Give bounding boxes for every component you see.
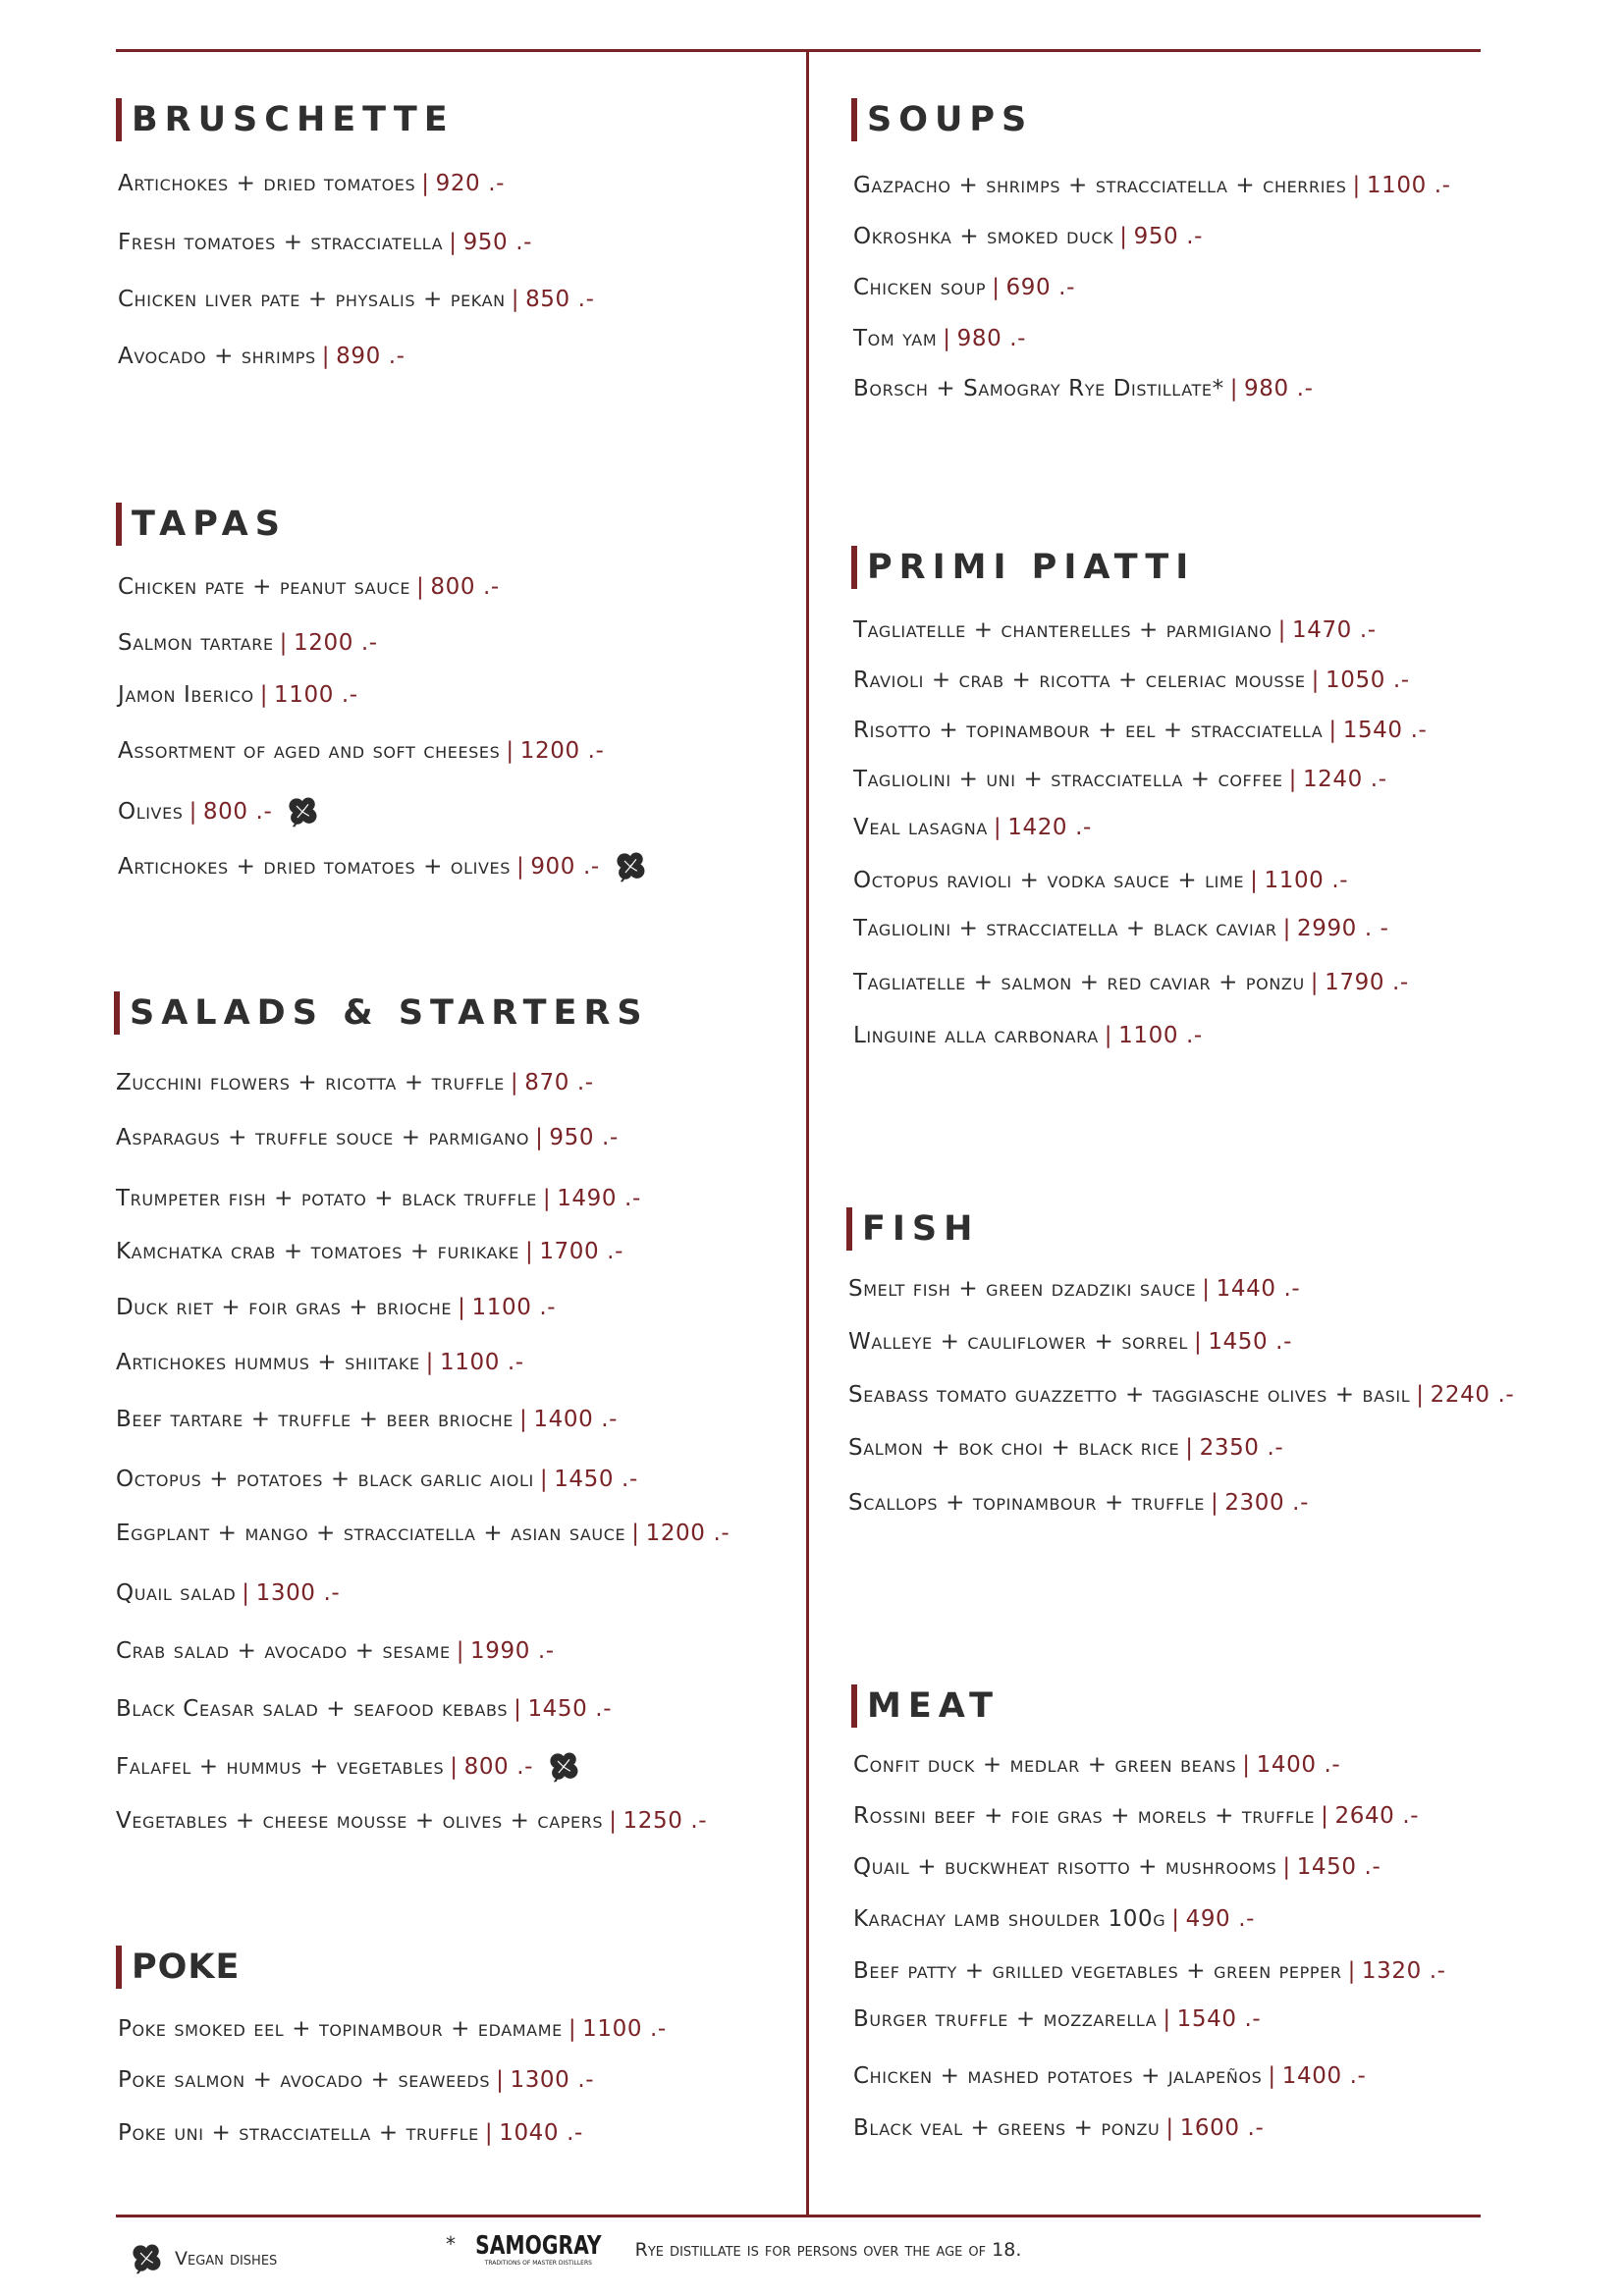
section-marker	[116, 98, 122, 141]
age-note: Rye distillate is for persons over the age of 18.	[634, 2239, 1022, 2261]
dish-price: 490 .-	[1185, 1906, 1256, 1932]
price-separator: |	[1352, 173, 1361, 198]
section-title	[851, 1682, 1000, 1730]
menu-item	[118, 230, 532, 255]
price-separator: |	[1416, 1382, 1425, 1408]
price-separator: |	[1210, 1490, 1219, 1516]
section-poke	[116, 1944, 240, 1997]
section-primi-piatti	[851, 544, 1195, 597]
dish-price: 1300 .-	[510, 2067, 595, 2093]
dish-price: 980 .-	[956, 326, 1027, 351]
dish-price: 2990 . -	[1296, 916, 1389, 941]
section-marker	[846, 1207, 852, 1251]
menu-item	[118, 682, 358, 708]
menu-item	[116, 1350, 524, 1375]
dish-name: Falafel + hummus + vegetables	[116, 1754, 445, 1780]
dish-name: Linguine alla carbonara	[853, 1023, 1099, 1048]
dish-price: 1040 .-	[499, 2120, 583, 2146]
dish-name: Duck riet + foir gras + brioche	[116, 1295, 453, 1320]
dish-price: 800 .-	[463, 1754, 534, 1780]
dish-price: 1100 .-	[1366, 173, 1451, 198]
dish-price: 870 .-	[524, 1070, 594, 1095]
price-separator: |	[449, 230, 458, 255]
price-separator: |	[259, 682, 269, 708]
section-tapas	[116, 501, 287, 554]
price-separator: |	[515, 854, 525, 880]
dish-price: 1250 .-	[623, 1808, 708, 1834]
dish-name: Chicken soup	[853, 275, 987, 300]
section-heading: TAPAS	[132, 505, 287, 544]
dish-price: 950 .-	[462, 230, 532, 255]
dish-price: 1490 .-	[557, 1186, 641, 1211]
price-separator: |	[511, 287, 520, 312]
dish-price: 800 .-	[430, 574, 500, 600]
dish-price: 1320 .-	[1361, 1958, 1446, 1984]
dish-name: Veal lasagna	[853, 815, 988, 840]
dish-name: Tagliolini + stracciatella + black caviar	[853, 916, 1277, 941]
menu-item	[848, 1276, 1300, 1302]
price-separator: |	[1171, 1906, 1180, 1932]
price-separator: |	[1282, 916, 1291, 941]
price-separator: |	[458, 1295, 466, 1320]
dish-price: 1050 .-	[1326, 667, 1410, 693]
samogray-note	[446, 2232, 1021, 2268]
dish-name: Chicken pate + peanut sauce	[118, 574, 411, 600]
dish-name: Smelt fish + green dzadziki sauce	[848, 1276, 1197, 1302]
section-heading: POKE	[132, 1948, 241, 1987]
samogray-logo-subtitle: TRADITIONS OF MASTER DISTILLERS	[484, 2260, 592, 2267]
dish-price: 1450 .-	[527, 1696, 613, 1722]
dish-price: 1300 .-	[255, 1580, 341, 1606]
menu-item	[853, 376, 1313, 401]
menu-item	[118, 738, 604, 764]
dish-price: 1200 .-	[519, 738, 605, 764]
section-marker	[851, 98, 857, 141]
dish-price: 1100 .-	[471, 1295, 557, 1320]
dish-price: 1400 .-	[533, 1407, 619, 1432]
dish-name: Trumpeter fish + potato + black truffle	[116, 1186, 537, 1211]
price-separator: |	[1282, 1854, 1291, 1880]
dish-price: 1450 .-	[1208, 1329, 1292, 1355]
dish-price: 950 .-	[1133, 224, 1204, 249]
dish-name: Karachay lamb shoulder 100g	[853, 1906, 1166, 1932]
dish-price: 1540 .-	[1176, 2006, 1262, 2032]
menu-item	[853, 1023, 1203, 1048]
dish-price: 1440 .-	[1216, 1276, 1301, 1302]
price-separator: |	[631, 1521, 640, 1546]
price-separator: |	[992, 275, 1001, 300]
menu-item	[848, 1382, 1514, 1408]
price-separator: |	[189, 799, 197, 825]
dish-name: Quail + buckwheat risotto + mushrooms	[853, 1854, 1277, 1880]
menu-item	[853, 2115, 1264, 2141]
price-separator: |	[416, 574, 425, 600]
section-marker	[116, 1946, 122, 1989]
price-separator: |	[514, 1696, 522, 1722]
price-separator: |	[1163, 2006, 1171, 2032]
section-marker	[116, 503, 122, 546]
section-heading: BRUSCHETTE	[132, 100, 455, 139]
dish-name: Salmon tartare	[118, 630, 274, 656]
price-separator: |	[1242, 1752, 1251, 1778]
vegan-legend	[130, 2242, 277, 2275]
dish-price: 1600 .-	[1179, 2115, 1265, 2141]
dish-name: Poke uni + stracciatella + truffle	[118, 2120, 479, 2146]
price-separator: |	[496, 2067, 505, 2093]
menu-item	[853, 326, 1026, 351]
leaf-icon	[130, 2242, 163, 2275]
price-separator: |	[524, 1239, 534, 1264]
section-soups	[851, 96, 1033, 149]
price-separator: |	[1268, 2063, 1276, 2089]
dish-name: Tagliatelle + salmon + red caviar + ponzu	[853, 970, 1305, 995]
menu-item	[848, 1435, 1283, 1461]
menu-item	[853, 1854, 1380, 1880]
price-separator: |	[993, 815, 1002, 840]
price-separator: |	[242, 1580, 250, 1606]
price-separator: |	[609, 1808, 618, 1834]
top-rule	[116, 49, 1481, 52]
dish-name: Risotto + topinambour + eel + stracciatella	[853, 718, 1324, 743]
dish-name: Beef tartare + truffle + beer brioche	[116, 1407, 514, 1432]
dish-price: 2640 .-	[1334, 1803, 1420, 1829]
dish-name: Black veal + greens + ponzu	[853, 2115, 1161, 2141]
dish-name: Avocado + shrimps	[118, 344, 316, 369]
menu-item	[116, 1638, 555, 1664]
menu-item	[116, 1808, 707, 1834]
menu-item	[853, 1752, 1340, 1778]
dish-price: 890 .-	[336, 344, 406, 369]
menu-item	[853, 173, 1451, 198]
dish-name: Tagliatelle + chanterelles + parmigiano	[853, 617, 1272, 643]
menu-item	[118, 2120, 583, 2146]
price-separator: |	[456, 1638, 465, 1664]
price-separator: |	[1185, 1435, 1194, 1461]
dish-price: 980 .-	[1244, 376, 1314, 401]
dish-price: 1400 .-	[1281, 2063, 1367, 2089]
dish-name: Tom yam	[853, 326, 938, 351]
menu-item	[853, 767, 1387, 792]
footer	[116, 2228, 1481, 2287]
dish-price: 1700 .-	[539, 1239, 623, 1264]
dish-price: 950 .-	[549, 1125, 619, 1150]
dish-name: Olives	[118, 799, 184, 825]
section-heading: SOUPS	[867, 100, 1034, 139]
dish-price: 1100 .-	[440, 1350, 524, 1375]
dish-name: Beef patty + grilled vegetables + green pepper	[853, 1958, 1342, 1984]
dish-name: Confit duck + medlar + green beans	[853, 1752, 1237, 1778]
section-title	[116, 501, 287, 548]
menu-item	[853, 2006, 1261, 2032]
price-separator: |	[1229, 376, 1239, 401]
menu-item	[116, 1467, 638, 1492]
menu-item	[118, 171, 505, 196]
menu-item	[118, 344, 406, 369]
dish-name: Fresh tomatoes + stracciatella	[118, 230, 444, 255]
section-bruschette	[116, 96, 455, 149]
dish-price: 850 .-	[525, 287, 595, 312]
dish-name: Poke salmon + avocado + seaweeds	[118, 2067, 491, 2093]
section-fish	[846, 1205, 979, 1258]
menu-item	[853, 1958, 1446, 1984]
menu-item	[853, 617, 1377, 643]
menu-item	[116, 1521, 730, 1546]
dish-name: Gazpacho + shrimps + stracciatella + cherries	[853, 173, 1347, 198]
menu-item	[116, 1239, 623, 1264]
dish-name: Rossini beef + foie gras + morels + truffle	[853, 1803, 1316, 1829]
menu-item	[118, 850, 647, 883]
dish-name: Ravioli + crab + ricotta + celeriac mousse	[853, 667, 1306, 693]
dish-name: Tagliolini + uni + stracciatella + coffee	[853, 767, 1283, 792]
leaf-icon	[614, 850, 647, 883]
section-marker	[851, 546, 857, 589]
dish-name: Eggplant + mango + stracciatella + asian sauce	[116, 1521, 626, 1546]
dish-name: Assortment of aged and soft cheeses	[118, 738, 501, 764]
menu-item	[116, 1696, 612, 1722]
menu-item	[853, 718, 1427, 743]
dish-price: 1470 .-	[1291, 617, 1377, 643]
section-heading: SALADS & STARTERS	[130, 993, 649, 1033]
dish-price: 1540 .-	[1342, 718, 1428, 743]
section-salads-and-starters	[114, 989, 649, 1042]
dish-price: 1100 .-	[1264, 868, 1349, 893]
column-divider	[806, 49, 809, 2215]
section-heading: PRIMI PIATTI	[867, 548, 1196, 587]
price-separator: |	[1165, 2115, 1174, 2141]
dish-price: 1240 .-	[1302, 767, 1387, 792]
dish-price: 800 .-	[202, 799, 273, 825]
section-title	[116, 1944, 240, 1991]
dish-price: 1400 .-	[1256, 1752, 1341, 1778]
dish-price: 1100 .-	[274, 682, 358, 708]
samogray-logo-word: SAMOGRAY	[475, 2231, 602, 2261]
price-separator: |	[535, 1125, 544, 1150]
menu-item	[118, 2016, 667, 2042]
dish-name: Artichokes + dried tomatoes + olives	[118, 854, 511, 880]
bottom-rule	[116, 2215, 1481, 2217]
dish-price: 1450 .-	[554, 1467, 638, 1492]
dish-name: Octopus ravioli + vodka sauce + lime	[853, 868, 1245, 893]
price-separator: |	[539, 1467, 549, 1492]
menu-item	[116, 1295, 556, 1320]
asterisk-mark: *	[446, 2232, 456, 2256]
dish-name: Artichokes + dried tomatoes	[118, 171, 416, 196]
dish-name: Salmon + bok choi + black rice	[848, 1435, 1180, 1461]
dish-name: Zucchini flowers + ricotta + truffle	[116, 1070, 505, 1095]
menu-item	[848, 1490, 1309, 1516]
dish-name: Walleye + cauliflower + sorrel	[848, 1329, 1188, 1355]
dish-name: Black Ceasar salad + seafood kebabs	[116, 1696, 509, 1722]
price-separator: |	[519, 1407, 528, 1432]
price-separator: |	[1328, 718, 1337, 743]
dish-name: Quail salad	[116, 1580, 237, 1606]
dish-name: Okroshka + smoked duck	[853, 224, 1114, 249]
section-title	[114, 989, 649, 1037]
menu-item	[116, 1407, 618, 1432]
dish-price: 1100 .-	[1118, 1023, 1203, 1048]
price-separator: |	[1277, 617, 1286, 643]
menu-item	[116, 1186, 641, 1211]
price-separator: |	[1288, 767, 1297, 792]
section-title	[846, 1205, 979, 1253]
price-separator: |	[1104, 1023, 1113, 1048]
price-separator: |	[943, 326, 951, 351]
section-title	[851, 544, 1195, 591]
price-separator: |	[279, 630, 289, 656]
menu-item	[853, 1803, 1419, 1829]
dish-name: Octopus + potatoes + black garlic aioli	[116, 1467, 534, 1492]
dish-price: 1420 .-	[1007, 815, 1092, 840]
leaf-icon	[547, 1750, 580, 1784]
vegan-legend-label: Vegan dishes	[175, 2248, 278, 2269]
price-separator: |	[321, 344, 331, 369]
leaf-icon	[286, 795, 319, 828]
price-separator: |	[542, 1186, 552, 1211]
price-separator: |	[421, 171, 430, 196]
section-title	[851, 96, 1033, 143]
dish-name: Artichokes hummus + shiitake	[116, 1350, 420, 1375]
menu-item	[116, 1750, 580, 1784]
price-separator: |	[1202, 1276, 1211, 1302]
dish-name: Chicken liver pate + physalis + pekan	[118, 287, 506, 312]
dish-name: Seabass tomato guazzetto + taggiasche olives + basil	[848, 1382, 1411, 1408]
menu-item	[853, 275, 1075, 300]
menu-item	[118, 795, 319, 828]
price-separator: |	[484, 2120, 494, 2146]
price-separator: |	[568, 2016, 577, 2042]
samogray-logo	[458, 2232, 620, 2268]
price-separator: |	[510, 1070, 519, 1095]
dish-price: 690 .-	[1005, 275, 1075, 300]
menu-item	[853, 916, 1389, 941]
dish-name: Vegetables + cheese mousse + olives + capers	[116, 1808, 604, 1834]
menu-item	[853, 224, 1203, 249]
price-separator: |	[1193, 1329, 1203, 1355]
menu-item	[848, 1329, 1292, 1355]
price-separator: |	[450, 1754, 459, 1780]
dish-name: Crab salad + avocado + sesame	[116, 1638, 451, 1664]
dish-price: 900 .-	[530, 854, 600, 880]
dish-name: Borsch + Samogray Rye Distillate*	[853, 376, 1224, 401]
dish-name: Jamon Iberico	[118, 682, 254, 708]
menu-item	[853, 815, 1092, 840]
price-separator: |	[1250, 868, 1259, 893]
dish-name: Poke smoked eel + topinambour + edamame	[118, 2016, 563, 2042]
menu-item	[853, 2063, 1366, 2089]
price-separator: |	[1321, 1803, 1329, 1829]
section-heading: MEAT	[867, 1686, 1000, 1726]
price-separator: |	[1347, 1958, 1356, 1984]
price-separator: |	[1311, 667, 1320, 693]
price-separator: |	[425, 1350, 435, 1375]
menu-item	[853, 1906, 1255, 1932]
section-marker	[114, 991, 120, 1035]
dish-price: 2240 .-	[1430, 1382, 1515, 1408]
section-heading: FISH	[862, 1209, 980, 1249]
price-separator: |	[1119, 224, 1128, 249]
dish-price: 1200 .-	[645, 1521, 731, 1546]
dish-price: 1450 .-	[1296, 1854, 1381, 1880]
dish-name: Asparagus + truffle souce + parmigano	[116, 1125, 530, 1150]
menu-item	[116, 1580, 340, 1606]
menu-item	[118, 287, 594, 312]
menu-item	[118, 630, 378, 656]
price-separator: |	[506, 738, 514, 764]
dish-name: Kamchatka crab + tomatoes + furikake	[116, 1239, 519, 1264]
price-separator: |	[1310, 970, 1320, 995]
dish-name: Burger truffle + mozzarella	[853, 2006, 1158, 2032]
menu-item	[118, 2067, 594, 2093]
section-title	[116, 96, 455, 143]
menu-item	[118, 574, 500, 600]
menu-item	[116, 1125, 619, 1150]
section-meat	[851, 1682, 1000, 1735]
menu-item	[853, 868, 1348, 893]
dish-price: 920 .-	[435, 171, 506, 196]
dish-price: 1790 .-	[1325, 970, 1409, 995]
dish-price: 1200 .-	[294, 630, 378, 656]
dish-price: 1100 .-	[582, 2016, 667, 2042]
dish-name: Scallops + topinambour + truffle	[848, 1490, 1205, 1516]
dish-name: Chicken + mashed potatoes + jalapeños	[853, 2063, 1263, 2089]
menu-item	[853, 667, 1410, 693]
menu-item	[853, 970, 1409, 995]
section-marker	[851, 1684, 857, 1728]
dish-price: 2350 .-	[1199, 1435, 1284, 1461]
menu-item	[116, 1070, 594, 1095]
dish-price: 2300 .-	[1224, 1490, 1309, 1516]
dish-price: 1990 .-	[470, 1638, 555, 1664]
